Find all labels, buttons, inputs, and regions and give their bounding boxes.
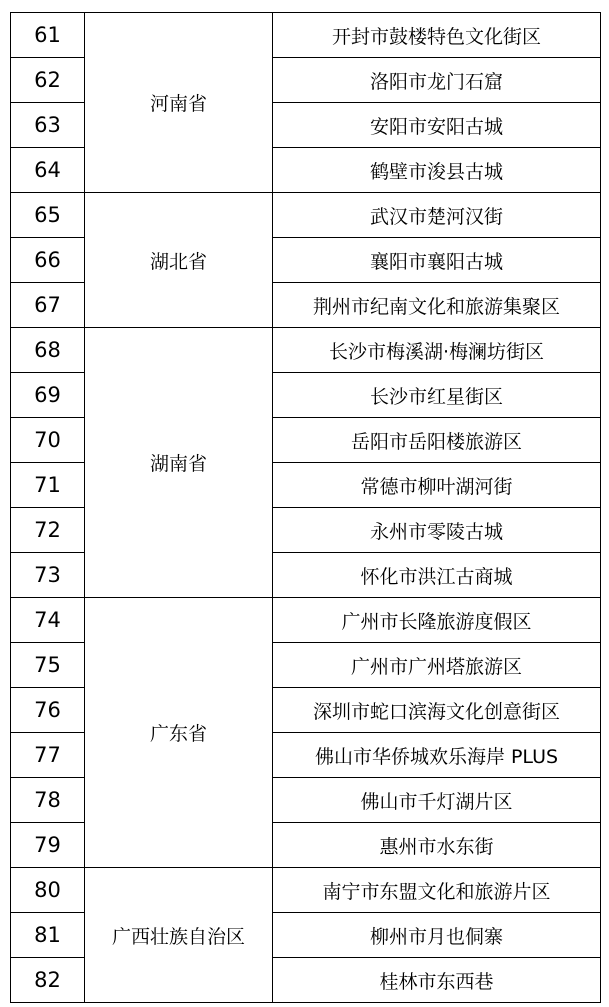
row-number: 68 — [11, 328, 85, 373]
site-name: 开封市鼓楼特色文化街区 — [273, 13, 601, 58]
row-number: 69 — [11, 373, 85, 418]
table-row — [11, 598, 601, 643]
table-row — [11, 328, 601, 373]
row-number: 79 — [11, 823, 85, 868]
row-number: 75 — [11, 643, 85, 688]
site-name: 广州市长隆旅游度假区 — [273, 598, 601, 643]
row-number: 67 — [11, 283, 85, 328]
site-name: 武汉市楚河汉街 — [273, 193, 601, 238]
site-name: 荆州市纪南文化和旅游集聚区 — [273, 283, 601, 328]
site-name: 南宁市东盟文化和旅游片区 — [273, 868, 601, 913]
province-cell: 广西壮族自治区 — [85, 868, 273, 1003]
row-number: 64 — [11, 148, 85, 193]
row-number: 66 — [11, 238, 85, 283]
site-name: 安阳市安阳古城 — [273, 103, 601, 148]
site-name: 长沙市红星街区 — [273, 373, 601, 418]
row-number: 73 — [11, 553, 85, 598]
row-number: 70 — [11, 418, 85, 463]
site-name: 洛阳市龙门石窟 — [273, 58, 601, 103]
province-cell: 河南省 — [85, 13, 273, 193]
site-name: 鹤壁市浚县古城 — [273, 148, 601, 193]
row-number: 77 — [11, 733, 85, 778]
sites-table — [10, 12, 601, 1003]
site-name: 永州市零陵古城 — [273, 508, 601, 553]
table-row — [11, 193, 601, 238]
row-number: 82 — [11, 958, 85, 1003]
site-name: 柳州市月也侗寨 — [273, 913, 601, 958]
site-name: 常德市柳叶湖河街 — [273, 463, 601, 508]
site-name: 广州市广州塔旅游区 — [273, 643, 601, 688]
site-name: 桂林市东西巷 — [273, 958, 601, 1003]
province-cell: 湖南省 — [85, 328, 273, 598]
row-number: 62 — [11, 58, 85, 103]
row-number: 65 — [11, 193, 85, 238]
row-number: 80 — [11, 868, 85, 913]
table-row — [11, 13, 601, 58]
row-number: 72 — [11, 508, 85, 553]
site-name: 长沙市梅溪湖·梅澜坊街区 — [273, 328, 601, 373]
row-number: 81 — [11, 913, 85, 958]
row-number: 76 — [11, 688, 85, 733]
row-number: 71 — [11, 463, 85, 508]
site-name: 深圳市蛇口滨海文化创意街区 — [273, 688, 601, 733]
row-number: 61 — [11, 13, 85, 58]
province-cell: 湖北省 — [85, 193, 273, 328]
province-cell: 广东省 — [85, 598, 273, 868]
sites-table-body — [11, 13, 601, 1003]
site-name: 襄阳市襄阳古城 — [273, 238, 601, 283]
table-row — [11, 868, 601, 913]
site-name: 惠州市水东街 — [273, 823, 601, 868]
row-number: 78 — [11, 778, 85, 823]
row-number: 63 — [11, 103, 85, 148]
site-name: 岳阳市岳阳楼旅游区 — [273, 418, 601, 463]
site-name: 佛山市华侨城欢乐海岸 PLUS — [273, 733, 601, 778]
row-number: 74 — [11, 598, 85, 643]
site-name: 佛山市千灯湖片区 — [273, 778, 601, 823]
site-name: 怀化市洪江古商城 — [273, 553, 601, 598]
